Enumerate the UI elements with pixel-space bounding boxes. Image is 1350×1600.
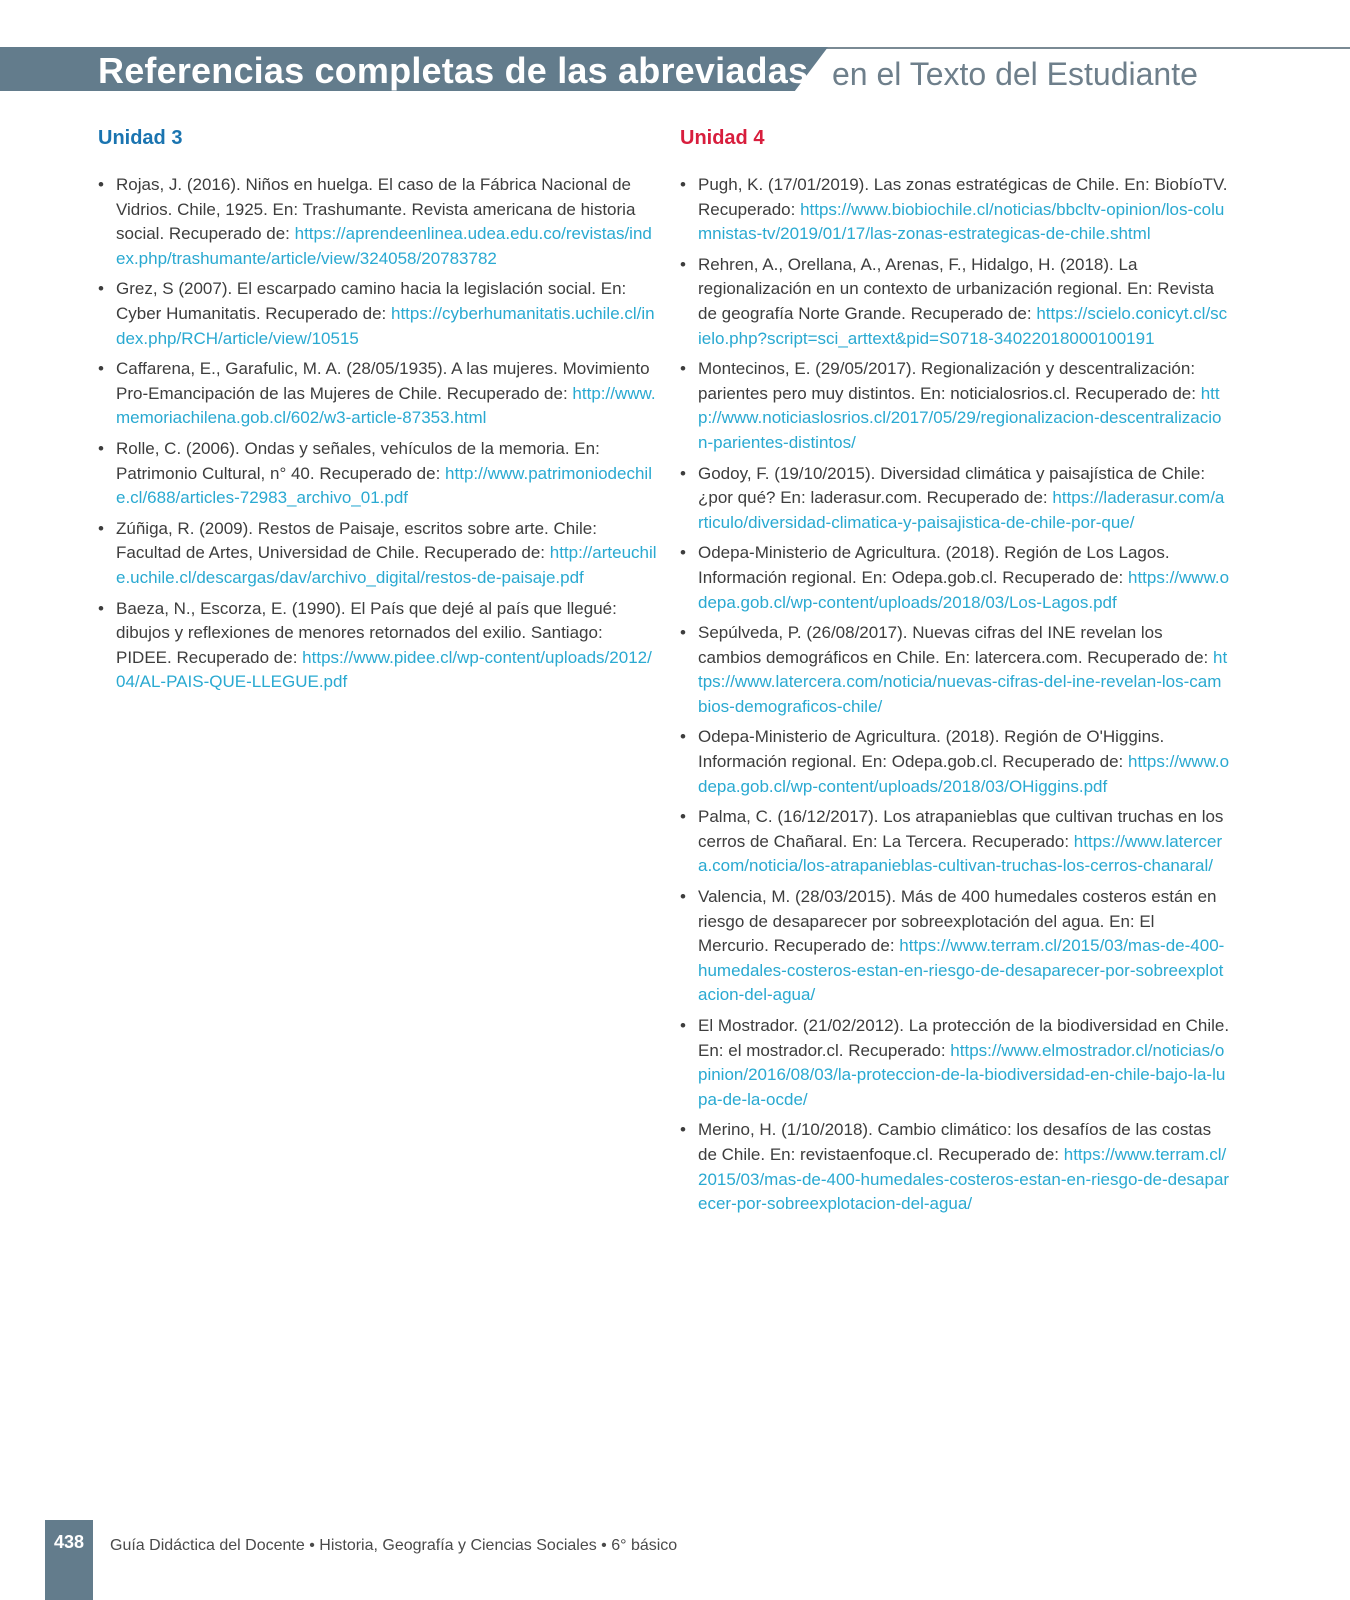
reference-link[interactable]: https://www.latercera.com/noticia/los-atrapanieblas-cultivan-truchas-los-cerros-chanaral/ xyxy=(698,831,1223,876)
bullet-icon: • xyxy=(98,438,104,458)
reference-text: Rolle, C. (2006). Ondas y señales, vehículos de la memoria. En: Patrimonio Cultural, n° 40. Recuperado de: xyxy=(116,438,600,483)
reference-text: Palma, C. (16/12/2017). Los atrapanieblas que cultivan truchas en los cerros de Chañaral. En: La Tercera. Recuperado: xyxy=(698,807,1224,851)
reference-text: Merino, H. (1/10/2018). Cambio climático: los desafíos de las costas de Chile. En: revistaenfoque.cl. Recuperado de: xyxy=(698,1120,1212,1164)
reference-text: Grez, S (2007). El escarpado camino hacia la legislación social. En: Cyber Humanitatis. Recuperado de: xyxy=(116,279,627,323)
bullet-icon: • xyxy=(680,463,686,483)
reference-text: Odepa-Ministerio de Agricultura. (2018). Región de O'Higgins. Información regional. En: Odepa.gob.cl. Recuperado de: xyxy=(698,727,1165,772)
unit-3-title: Unidad 3 xyxy=(98,127,183,149)
reference-item xyxy=(680,885,1230,1008)
reference-item xyxy=(680,541,1230,615)
unit-4-reference-list xyxy=(680,173,1230,1217)
reference-item xyxy=(98,437,658,511)
unit-4-title: Unidad 4 xyxy=(680,127,765,149)
page-number: 438 xyxy=(53,1532,85,1552)
reference-item xyxy=(98,597,658,695)
bullet-icon: • xyxy=(98,518,104,538)
bullet-icon: • xyxy=(98,598,104,618)
reference-text: Rojas, J. (2016). Niños en huelga. El caso de la Fábrica Nacional de Vidrios. Chile, 1925. En: Trashumante. Revista americana de historia social. Recuperado de: xyxy=(116,175,636,244)
reference-link[interactable]: https://cyberhumanitatis.uchile.cl/index.php/RCH/article/view/10515 xyxy=(116,303,655,348)
reference-link[interactable]: https://www.odepa.gob.cl/wp-content/uploads/2018/03/OHiggins.pdf xyxy=(698,752,1230,796)
reference-text: El Mostrador. (21/02/2012). La protección de la biodiversidad en Chile. En: el mostrador.cl. Recuperado: xyxy=(698,1016,1230,1060)
reference-link[interactable]: https://laderasur.com/articulo/diversidad-climatica-y-paisajistica-de-chile-por-que/ xyxy=(698,488,1225,532)
bullet-icon: • xyxy=(98,359,104,379)
reference-item xyxy=(680,621,1230,719)
reference-item xyxy=(680,725,1230,799)
reference-item xyxy=(98,173,658,271)
reference-link[interactable]: https://www.biobiochile.cl/noticias/bbcltv-opinion/los-columnistas-tv/2019/01/17/las-zonas-estrategicas-de-chile.shtml xyxy=(698,199,1225,244)
reference-text: Caffarena, E., Garafulic, M. A. (28/05/1935). A las mujeres. Movimiento Pro-Emancipación de las Mujeres de Chile. Recuperado de: xyxy=(116,359,650,403)
reference-text: Zúñiga, R. (2009). Restos de Paisaje, escritos sobre arte. Chile: Facultad de Artes, Universidad de Chile. Recuperado de: xyxy=(116,518,597,563)
reference-item xyxy=(680,357,1230,455)
bullet-icon: • xyxy=(680,727,686,747)
page-header xyxy=(0,47,1350,91)
unit-4-column xyxy=(680,125,1230,1223)
reference-link[interactable]: http://arteuchile.uchile.cl/descargas/dav/archivo_digital/restos-de-paisaje.pdf xyxy=(116,543,657,587)
bullet-icon: • xyxy=(680,543,686,563)
reference-text: Montecinos, E. (29/05/2017). Regionalización y descentralización: parientes pero muy distintos. En: noticialosrios.cl. Recuperado de: xyxy=(698,359,1201,403)
reference-item xyxy=(680,462,1230,536)
reference-link[interactable]: https://www.latercera.com/noticia/nuevas-cifras-del-ine-revelan-los-cambios-demograficos-chile/ xyxy=(698,647,1228,716)
reference-link[interactable]: https://www.terram.cl/2015/03/mas-de-400-humedales-costeros-estan-en-riesgo-de-desaparecer-por-sobreexplotacion-del-agua/ xyxy=(698,936,1225,1005)
reference-item xyxy=(680,805,1230,879)
reference-item xyxy=(680,253,1230,351)
bullet-icon: • xyxy=(680,887,686,907)
reference-link[interactable]: http://www.patrimoniodechile.cl/688/articles-72983_archivo_01.pdf xyxy=(116,463,652,508)
bullet-icon: • xyxy=(680,1016,686,1035)
bullet-icon: • xyxy=(680,254,686,274)
page-subtitle: en el Texto del Estudiante xyxy=(832,56,1198,92)
reference-link[interactable]: https://aprendeenlinea.udea.edu.co/revistas/index.php/trashumante/article/view/324058/20783782 xyxy=(116,224,652,268)
bullet-icon: • xyxy=(98,175,104,194)
reference-text: Rehren, A., Orellana, A., Arenas, F., Hidalgo, H. (2018). La regionalización en un contexto de urbanización regional. En: Revista de geografía Norte Grande. Recuperado de: xyxy=(698,254,1214,323)
unit-3-column xyxy=(98,125,658,701)
bullet-icon: • xyxy=(680,175,686,194)
reference-item xyxy=(680,1118,1230,1216)
reference-link[interactable]: https://www.terram.cl/2015/03/mas-de-400-humedales-costeros-estan-en-riesgo-de-desaparecer-por-sobreexplotacion-del-agua/ xyxy=(698,1144,1230,1214)
reference-link[interactable]: https://www.elmostrador.cl/noticias/opinion/2016/08/03/la-proteccion-de-la-biodiversidad-en-chile-bajo-la-lupa-de-la-ocde/ xyxy=(698,1040,1226,1109)
bullet-icon: • xyxy=(680,359,686,379)
unit-3-reference-list xyxy=(98,173,658,695)
reference-link[interactable]: https://www.odepa.gob.cl/wp-content/uploads/2018/03/Los-Lagos.pdf xyxy=(698,567,1230,612)
reference-item xyxy=(680,173,1230,247)
reference-link[interactable]: http://www.noticiaslosrios.cl/2017/05/29/regionalizacion-descentralizacion-parientes-distintos/ xyxy=(698,383,1222,452)
reference-text: Godoy, F. (19/10/2015). Diversidad climática y paisajística de Chile: ¿por qué? En: laderasur.com. Recuperado de: xyxy=(698,463,1206,508)
reference-item xyxy=(98,517,658,591)
bullet-icon: • xyxy=(680,1120,686,1140)
reference-text: Sepúlveda, P. (26/08/2017). Nuevas cifras del INE revelan los cambios demográficos en Chile. En: latercera.com. Recuperado de: xyxy=(698,623,1213,667)
reference-text: Pugh, K. (17/01/2019). Las zonas estratégicas de Chile. En: BiobíoTV. Recuperado: xyxy=(698,175,1228,219)
reference-text: Valencia, M. (28/03/2015). Más de 400 humedales costeros están en riesgo de desaparecer por sobreexplotación del agua. En: El Mercurio. Recuperado de: xyxy=(698,887,1217,956)
reference-text: Baeza, N., Escorza, E. (1990). El País que dejé al país que llegué: dibujos y reflexiones de menores retornados del exilio. Santiago: PIDEE. Recuperado de: xyxy=(116,598,617,667)
reference-item xyxy=(680,1014,1230,1112)
bullet-icon: • xyxy=(98,279,104,299)
footer-text: Guía Didáctica del Docente • Historia, Geografía y Ciencias Sociales • 6° básico xyxy=(110,1537,678,1554)
reference-item xyxy=(98,277,658,351)
reference-link[interactable]: http://www.memoriachilena.gob.cl/602/w3-article-87353.html xyxy=(116,383,656,428)
bullet-icon: • xyxy=(680,623,686,643)
bullet-icon: • xyxy=(680,807,686,827)
reference-link[interactable]: https://scielo.conicyt.cl/scielo.php?script=sci_arttext&pid=S0718-34022018000100191 xyxy=(698,303,1228,348)
reference-item xyxy=(98,357,658,431)
reference-text: Odepa-Ministerio de Agricultura. (2018). Región de Los Lagos. Información regional. En: Odepa.gob.cl. Recuperado de: xyxy=(698,543,1170,587)
reference-link[interactable]: https://www.pidee.cl/wp-content/uploads/2012/04/AL-PAIS-QUE-LLEGUE.pdf xyxy=(116,647,652,692)
page-title: Referencias completas de las abreviadas xyxy=(98,50,809,91)
